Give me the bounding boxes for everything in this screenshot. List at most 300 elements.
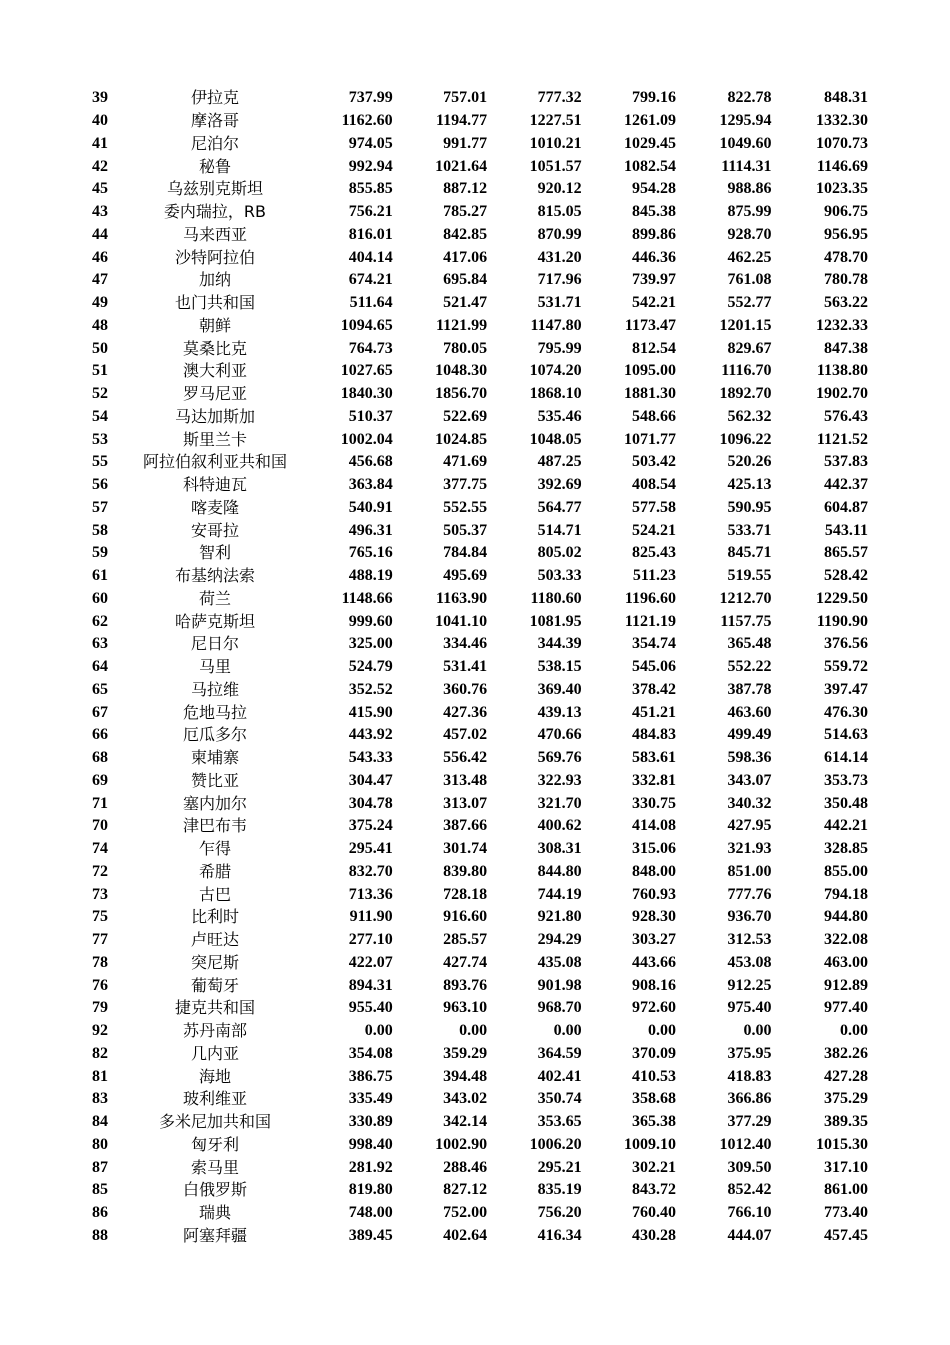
- value-cell: 887.12: [443, 180, 488, 198]
- value-cell: 569.76: [537, 749, 582, 767]
- value-cell: 425.13: [727, 476, 772, 494]
- value-cell: 315.06: [632, 840, 677, 858]
- value-cell: 427.28: [824, 1067, 868, 1085]
- value-cell: 825.43: [632, 544, 677, 562]
- value-cell: 1146.69: [816, 157, 868, 175]
- table-row: [88, 269, 868, 292]
- value-cell: 288.46: [443, 1158, 488, 1176]
- country-cell: 几内亚: [190, 1043, 239, 1063]
- value-cell: 377.75: [443, 476, 488, 494]
- value-cell: 777.76: [727, 885, 772, 903]
- value-cell: 577.58: [632, 498, 677, 516]
- value-cell: 870.99: [537, 225, 582, 243]
- country-cell: 比利时: [190, 907, 239, 927]
- value-cell: 535.46: [537, 407, 582, 425]
- value-cell: 335.49: [348, 1090, 393, 1108]
- value-cell: 576.43: [824, 407, 868, 425]
- value-cell: 816.01: [348, 225, 393, 243]
- rank-cell: 56: [92, 476, 108, 494]
- country-cell: 哈萨克斯坦: [174, 611, 255, 631]
- table-row: [88, 110, 868, 133]
- country-cell: 匈牙利: [190, 1134, 239, 1154]
- value-cell: 309.50: [727, 1158, 772, 1176]
- country-cell: 喀麦隆: [190, 497, 239, 517]
- value-cell: 503.42: [632, 453, 677, 471]
- table-row: [88, 133, 868, 156]
- value-cell: 387.66: [443, 817, 488, 835]
- value-cell: 427.95: [727, 817, 772, 835]
- value-cell: 476.30: [824, 703, 868, 721]
- rank-cell: 45: [92, 180, 108, 198]
- value-cell: 968.70: [537, 999, 582, 1017]
- value-cell: 1180.60: [530, 589, 582, 607]
- value-cell: 382.26: [824, 1044, 868, 1062]
- country-cell: 朝鲜: [198, 315, 231, 335]
- value-cell: 313.07: [443, 794, 488, 812]
- rank-cell: 82: [92, 1044, 108, 1062]
- country-cell: 危地马拉: [182, 702, 247, 722]
- table-row: [88, 428, 868, 451]
- country-cell: 沙特阿拉伯: [174, 247, 255, 267]
- value-cell: 1006.20: [529, 1135, 582, 1153]
- value-cell: 835.19: [537, 1181, 582, 1199]
- value-cell: 0.00: [840, 1022, 868, 1040]
- value-cell: 366.86: [727, 1090, 772, 1108]
- value-cell: 1121.52: [816, 430, 868, 448]
- value-cell: 855.85: [348, 180, 393, 198]
- table-row: [88, 1111, 868, 1134]
- country-cell: 智利: [198, 543, 231, 563]
- value-cell: 400.62: [537, 817, 582, 835]
- value-cell: 842.85: [443, 225, 488, 243]
- value-cell: 1173.47: [624, 316, 677, 334]
- value-cell: 1147.80: [530, 316, 582, 334]
- value-cell: 1095.00: [624, 362, 677, 380]
- value-cell: 332.81: [632, 771, 677, 789]
- rank-cell: 58: [92, 521, 108, 539]
- value-cell: 462.25: [727, 248, 772, 266]
- value-cell: 375.95: [727, 1044, 772, 1062]
- value-cell: 397.47: [824, 680, 868, 698]
- table-row: [88, 701, 868, 724]
- value-cell: 1114.31: [721, 157, 772, 175]
- value-cell: 365.38: [632, 1113, 677, 1131]
- rank-cell: 61: [92, 567, 108, 585]
- value-cell: 563.22: [824, 294, 868, 312]
- value-cell: 386.75: [348, 1067, 393, 1085]
- table-row: [88, 337, 868, 360]
- table-row: [88, 178, 868, 201]
- country-cell: 津巴布韦: [182, 816, 247, 836]
- value-cell: 533.71: [727, 521, 772, 539]
- value-cell: 342.14: [443, 1113, 488, 1131]
- value-cell: 457.02: [443, 726, 488, 744]
- value-cell: 1232.33: [816, 316, 868, 334]
- country-cell: 布基纳法索: [174, 566, 255, 586]
- value-cell: 812.54: [632, 339, 677, 357]
- value-cell: 360.76: [443, 680, 488, 698]
- table-row: [88, 610, 868, 633]
- value-cell: 524.21: [632, 521, 677, 539]
- rank-cell: 76: [92, 976, 108, 994]
- value-cell: 301.74: [443, 840, 488, 858]
- value-cell: 531.71: [537, 294, 582, 312]
- value-cell: 1049.60: [719, 134, 772, 152]
- rank-cell: 44: [92, 225, 108, 243]
- value-cell: 1082.54: [624, 157, 677, 175]
- value-cell: 302.21: [632, 1158, 677, 1176]
- value-cell: 376.56: [824, 635, 868, 653]
- value-cell: 899.86: [632, 225, 677, 243]
- value-cell: 511.64: [349, 294, 393, 312]
- value-cell: 0.00: [553, 1022, 582, 1040]
- table-row: [88, 246, 868, 269]
- value-cell: 545.06: [632, 658, 677, 676]
- value-cell: 1121.99: [436, 316, 488, 334]
- value-cell: 819.80: [348, 1181, 393, 1199]
- rank-cell: 87: [92, 1158, 108, 1176]
- rank-cell: 49: [92, 294, 108, 312]
- value-cell: 744.19: [537, 885, 582, 903]
- value-cell: 848.31: [824, 89, 868, 107]
- value-cell: 955.40: [348, 999, 393, 1017]
- rank-cell: 59: [92, 544, 108, 562]
- value-cell: 972.60: [632, 999, 677, 1017]
- value-cell: 1261.09: [624, 112, 677, 130]
- value-cell: 308.31: [537, 840, 582, 858]
- rank-cell: 65: [92, 680, 108, 698]
- country-cell: 尼泊尔: [190, 133, 239, 153]
- value-cell: 325.00: [348, 635, 393, 653]
- table-row: [88, 679, 868, 702]
- rank-cell: 92: [92, 1022, 108, 1040]
- value-cell: 322.93: [537, 771, 582, 789]
- value-cell: 760.93: [632, 885, 677, 903]
- value-cell: 442.21: [824, 817, 868, 835]
- value-cell: 521.47: [443, 294, 488, 312]
- value-cell: 0.00: [743, 1022, 772, 1040]
- rank-cell: 46: [92, 248, 108, 266]
- country-cell: 塞内加尔: [182, 793, 247, 813]
- value-cell: 1070.73: [816, 134, 868, 152]
- value-cell: 1021.64: [435, 157, 488, 175]
- value-cell: 757.01: [443, 89, 488, 107]
- rank-cell: 73: [92, 885, 108, 903]
- value-cell: 519.55: [727, 567, 772, 585]
- table-row: [88, 565, 868, 588]
- value-cell: 1027.65: [340, 362, 393, 380]
- table-row: [88, 406, 868, 429]
- country-cell: 委内瑞拉，RB: [163, 202, 266, 222]
- value-cell: 1048.30: [435, 362, 488, 380]
- value-cell: 484.83: [632, 726, 677, 744]
- country-cell: 马里: [198, 657, 231, 677]
- value-cell: 1074.20: [529, 362, 582, 380]
- value-cell: 954.28: [632, 180, 677, 198]
- value-cell: 354.08: [348, 1044, 393, 1062]
- value-cell: 614.14: [824, 749, 868, 767]
- value-cell: 1071.77: [624, 430, 677, 448]
- value-cell: 538.15: [537, 658, 582, 676]
- country-cell: 乍得: [198, 839, 231, 859]
- value-cell: 354.74: [632, 635, 677, 653]
- value-cell: 392.69: [537, 476, 582, 494]
- value-cell: 604.87: [824, 498, 868, 516]
- value-cell: 928.70: [727, 225, 772, 243]
- value-cell: 304.47: [348, 771, 393, 789]
- rank-cell: 79: [92, 999, 108, 1017]
- value-cell: 848.00: [632, 862, 677, 880]
- country-cell: 瑞典: [198, 1203, 231, 1223]
- table-row: [88, 542, 868, 565]
- value-cell: 728.18: [443, 885, 488, 903]
- table-row: [88, 292, 868, 315]
- value-cell: 404.14: [348, 248, 393, 266]
- table-row: [88, 656, 868, 679]
- value-cell: 1002.04: [340, 430, 393, 448]
- value-cell: 1148.66: [341, 589, 393, 607]
- country-cell: 澳大利亚: [182, 361, 247, 381]
- value-cell: 365.48: [727, 635, 772, 653]
- value-cell: 505.37: [443, 521, 488, 539]
- value-cell: 353.73: [824, 771, 868, 789]
- table-row: [88, 633, 868, 656]
- value-cell: 1856.70: [435, 385, 488, 403]
- country-cell: 秘鲁: [198, 156, 231, 176]
- value-cell: 330.89: [348, 1113, 393, 1131]
- table-row: [88, 952, 868, 975]
- value-cell: 777.32: [537, 89, 582, 107]
- rank-cell: 47: [92, 271, 108, 289]
- rank-cell: 86: [92, 1204, 108, 1222]
- rank-cell: 53: [92, 430, 108, 448]
- value-cell: 524.79: [348, 658, 393, 676]
- table-row: [88, 201, 868, 224]
- country-cell: 白俄罗斯: [182, 1180, 247, 1200]
- country-cell: 玻利维亚: [182, 1089, 247, 1109]
- value-cell: 1194.77: [436, 112, 488, 130]
- table-row: [88, 497, 868, 520]
- value-cell: 829.67: [727, 339, 772, 357]
- value-cell: 921.80: [537, 908, 582, 926]
- value-cell: 815.05: [537, 203, 582, 221]
- value-cell: 463.00: [824, 953, 868, 971]
- value-cell: 1868.10: [529, 385, 582, 403]
- value-cell: 446.36: [632, 248, 677, 266]
- rank-cell: 42: [92, 157, 108, 175]
- table-row: [88, 474, 868, 497]
- table-row: [88, 1225, 868, 1248]
- rank-cell: 57: [92, 498, 108, 516]
- country-cell: 古巴: [198, 884, 231, 904]
- value-cell: 944.80: [824, 908, 868, 926]
- value-cell: 717.96: [537, 271, 582, 289]
- value-cell: 295.41: [348, 840, 393, 858]
- table-row: [88, 155, 868, 178]
- value-cell: 281.92: [348, 1158, 393, 1176]
- value-cell: 514.63: [824, 726, 868, 744]
- value-cell: 752.00: [443, 1204, 488, 1222]
- value-cell: 1094.65: [340, 316, 393, 334]
- value-cell: 1051.57: [529, 157, 582, 175]
- value-cell: 847.38: [824, 339, 868, 357]
- value-cell: 1121.19: [624, 612, 677, 630]
- value-cell: 564.77: [537, 498, 582, 516]
- value-cell: 975.40: [727, 999, 772, 1017]
- country-cell: 捷克共和国: [174, 998, 255, 1018]
- value-cell: 456.68: [348, 453, 393, 471]
- rank-cell: 64: [92, 658, 108, 676]
- table-row: [88, 1134, 868, 1157]
- value-cell: 495.69: [443, 567, 488, 585]
- country-cell: 罗马尼亚: [182, 384, 247, 404]
- value-cell: 0.00: [459, 1022, 488, 1040]
- value-cell: 1229.50: [816, 589, 868, 607]
- value-cell: 418.83: [727, 1067, 772, 1085]
- value-cell: 912.89: [824, 976, 868, 994]
- value-cell: 1015.30: [816, 1135, 868, 1153]
- value-cell: 350.74: [537, 1090, 582, 1108]
- value-cell: 0.00: [364, 1022, 393, 1040]
- rank-cell: 72: [92, 862, 108, 880]
- value-cell: 827.12: [443, 1181, 488, 1199]
- value-cell: 1840.30: [340, 385, 393, 403]
- country-cell: 阿拉伯叙利亚共和国: [142, 452, 287, 472]
- value-cell: 540.91: [348, 498, 393, 516]
- value-cell: 417.06: [443, 248, 488, 266]
- value-cell: 861.00: [824, 1181, 868, 1199]
- table-row: [88, 974, 868, 997]
- value-cell: 764.73: [348, 339, 393, 357]
- value-cell: 999.60: [348, 612, 393, 630]
- value-cell: 359.29: [443, 1044, 488, 1062]
- value-cell: 906.75: [824, 203, 868, 221]
- value-cell: 496.31: [348, 521, 393, 539]
- value-cell: 552.77: [727, 294, 772, 312]
- country-cell: 厄瓜多尔: [182, 725, 247, 745]
- country-cell: 突尼斯: [190, 952, 239, 972]
- value-cell: 285.57: [443, 931, 488, 949]
- value-cell: 369.40: [537, 680, 582, 698]
- value-cell: 845.71: [727, 544, 772, 562]
- table-row: [88, 815, 868, 838]
- value-cell: 488.19: [348, 567, 393, 585]
- table-row: [88, 838, 868, 861]
- value-cell: 1023.35: [816, 180, 868, 198]
- rank-cell: 60: [92, 589, 108, 607]
- value-cell: 328.85: [824, 840, 868, 858]
- rank-cell: 39: [92, 89, 108, 107]
- value-cell: 408.54: [632, 476, 677, 494]
- rank-cell: 43: [92, 203, 108, 221]
- value-cell: 908.16: [632, 976, 677, 994]
- value-cell: 773.40: [824, 1204, 868, 1222]
- value-cell: 542.21: [632, 294, 677, 312]
- value-cell: 956.95: [824, 225, 868, 243]
- value-cell: 313.48: [443, 771, 488, 789]
- value-cell: 370.09: [632, 1044, 677, 1062]
- value-cell: 511.23: [632, 567, 677, 585]
- country-cell: 科特迪瓦: [182, 475, 247, 495]
- country-cell: 摩洛哥: [190, 111, 239, 131]
- table-row: [88, 1020, 868, 1043]
- value-cell: 784.84: [443, 544, 488, 562]
- value-cell: 1116.70: [721, 362, 772, 380]
- value-cell: 1201.15: [719, 316, 772, 334]
- value-cell: 471.69: [443, 453, 488, 471]
- value-cell: 1002.90: [435, 1135, 488, 1153]
- rank-cell: 77: [92, 931, 108, 949]
- value-cell: 795.99: [537, 339, 582, 357]
- table-row: [88, 383, 868, 406]
- value-cell: 737.99: [348, 89, 393, 107]
- value-cell: 451.21: [632, 703, 677, 721]
- value-cell: 583.61: [632, 749, 677, 767]
- value-cell: 963.10: [443, 999, 488, 1017]
- value-cell: 294.29: [537, 931, 582, 949]
- country-cell: 伊拉克: [190, 88, 239, 108]
- rank-cell: 88: [92, 1226, 108, 1244]
- rank-cell: 81: [92, 1067, 108, 1085]
- rank-cell: 55: [92, 453, 108, 471]
- table-row: [88, 861, 868, 884]
- value-cell: 487.25: [537, 453, 582, 471]
- value-cell: 470.66: [537, 726, 582, 744]
- table-row: [88, 315, 868, 338]
- value-cell: 353.65: [537, 1113, 582, 1131]
- country-cell: 斯里兰卡: [182, 429, 247, 449]
- country-cell: 柬埔寨: [190, 748, 239, 768]
- value-cell: 304.78: [348, 794, 393, 812]
- table-row: [88, 770, 868, 793]
- value-cell: 402.64: [443, 1226, 488, 1244]
- value-cell: 295.21: [537, 1158, 582, 1176]
- value-cell: 760.40: [632, 1204, 677, 1222]
- value-cell: 378.42: [632, 680, 677, 698]
- value-cell: 453.08: [727, 953, 772, 971]
- rank-cell: 78: [92, 953, 108, 971]
- value-cell: 389.35: [824, 1113, 868, 1131]
- rank-cell: 66: [92, 726, 108, 744]
- value-cell: 537.83: [824, 453, 868, 471]
- value-cell: 343.02: [443, 1090, 488, 1108]
- value-cell: 865.57: [824, 544, 868, 562]
- value-cell: 410.53: [632, 1067, 677, 1085]
- table-body: [88, 87, 868, 1247]
- table-row: [88, 519, 868, 542]
- value-cell: 322.08: [824, 931, 868, 949]
- value-cell: 1902.70: [816, 385, 868, 403]
- value-cell: 893.76: [443, 976, 488, 994]
- value-cell: 988.86: [727, 180, 772, 198]
- value-cell: 839.80: [443, 862, 488, 880]
- rank-cell: 62: [92, 612, 108, 630]
- country-cell: 也门共和国: [174, 293, 255, 313]
- value-cell: 1212.70: [719, 589, 772, 607]
- value-cell: 552.22: [727, 658, 772, 676]
- rank-cell: 75: [92, 908, 108, 926]
- rank-cell: 85: [92, 1181, 108, 1199]
- value-cell: 916.60: [443, 908, 488, 926]
- value-cell: 277.10: [348, 931, 393, 949]
- table-row: [88, 883, 868, 906]
- value-cell: 974.05: [348, 134, 393, 152]
- value-cell: 552.55: [443, 498, 488, 516]
- table-row: [88, 1065, 868, 1088]
- value-cell: 457.45: [824, 1226, 868, 1244]
- value-cell: 1196.60: [624, 589, 677, 607]
- value-cell: 855.00: [824, 862, 868, 880]
